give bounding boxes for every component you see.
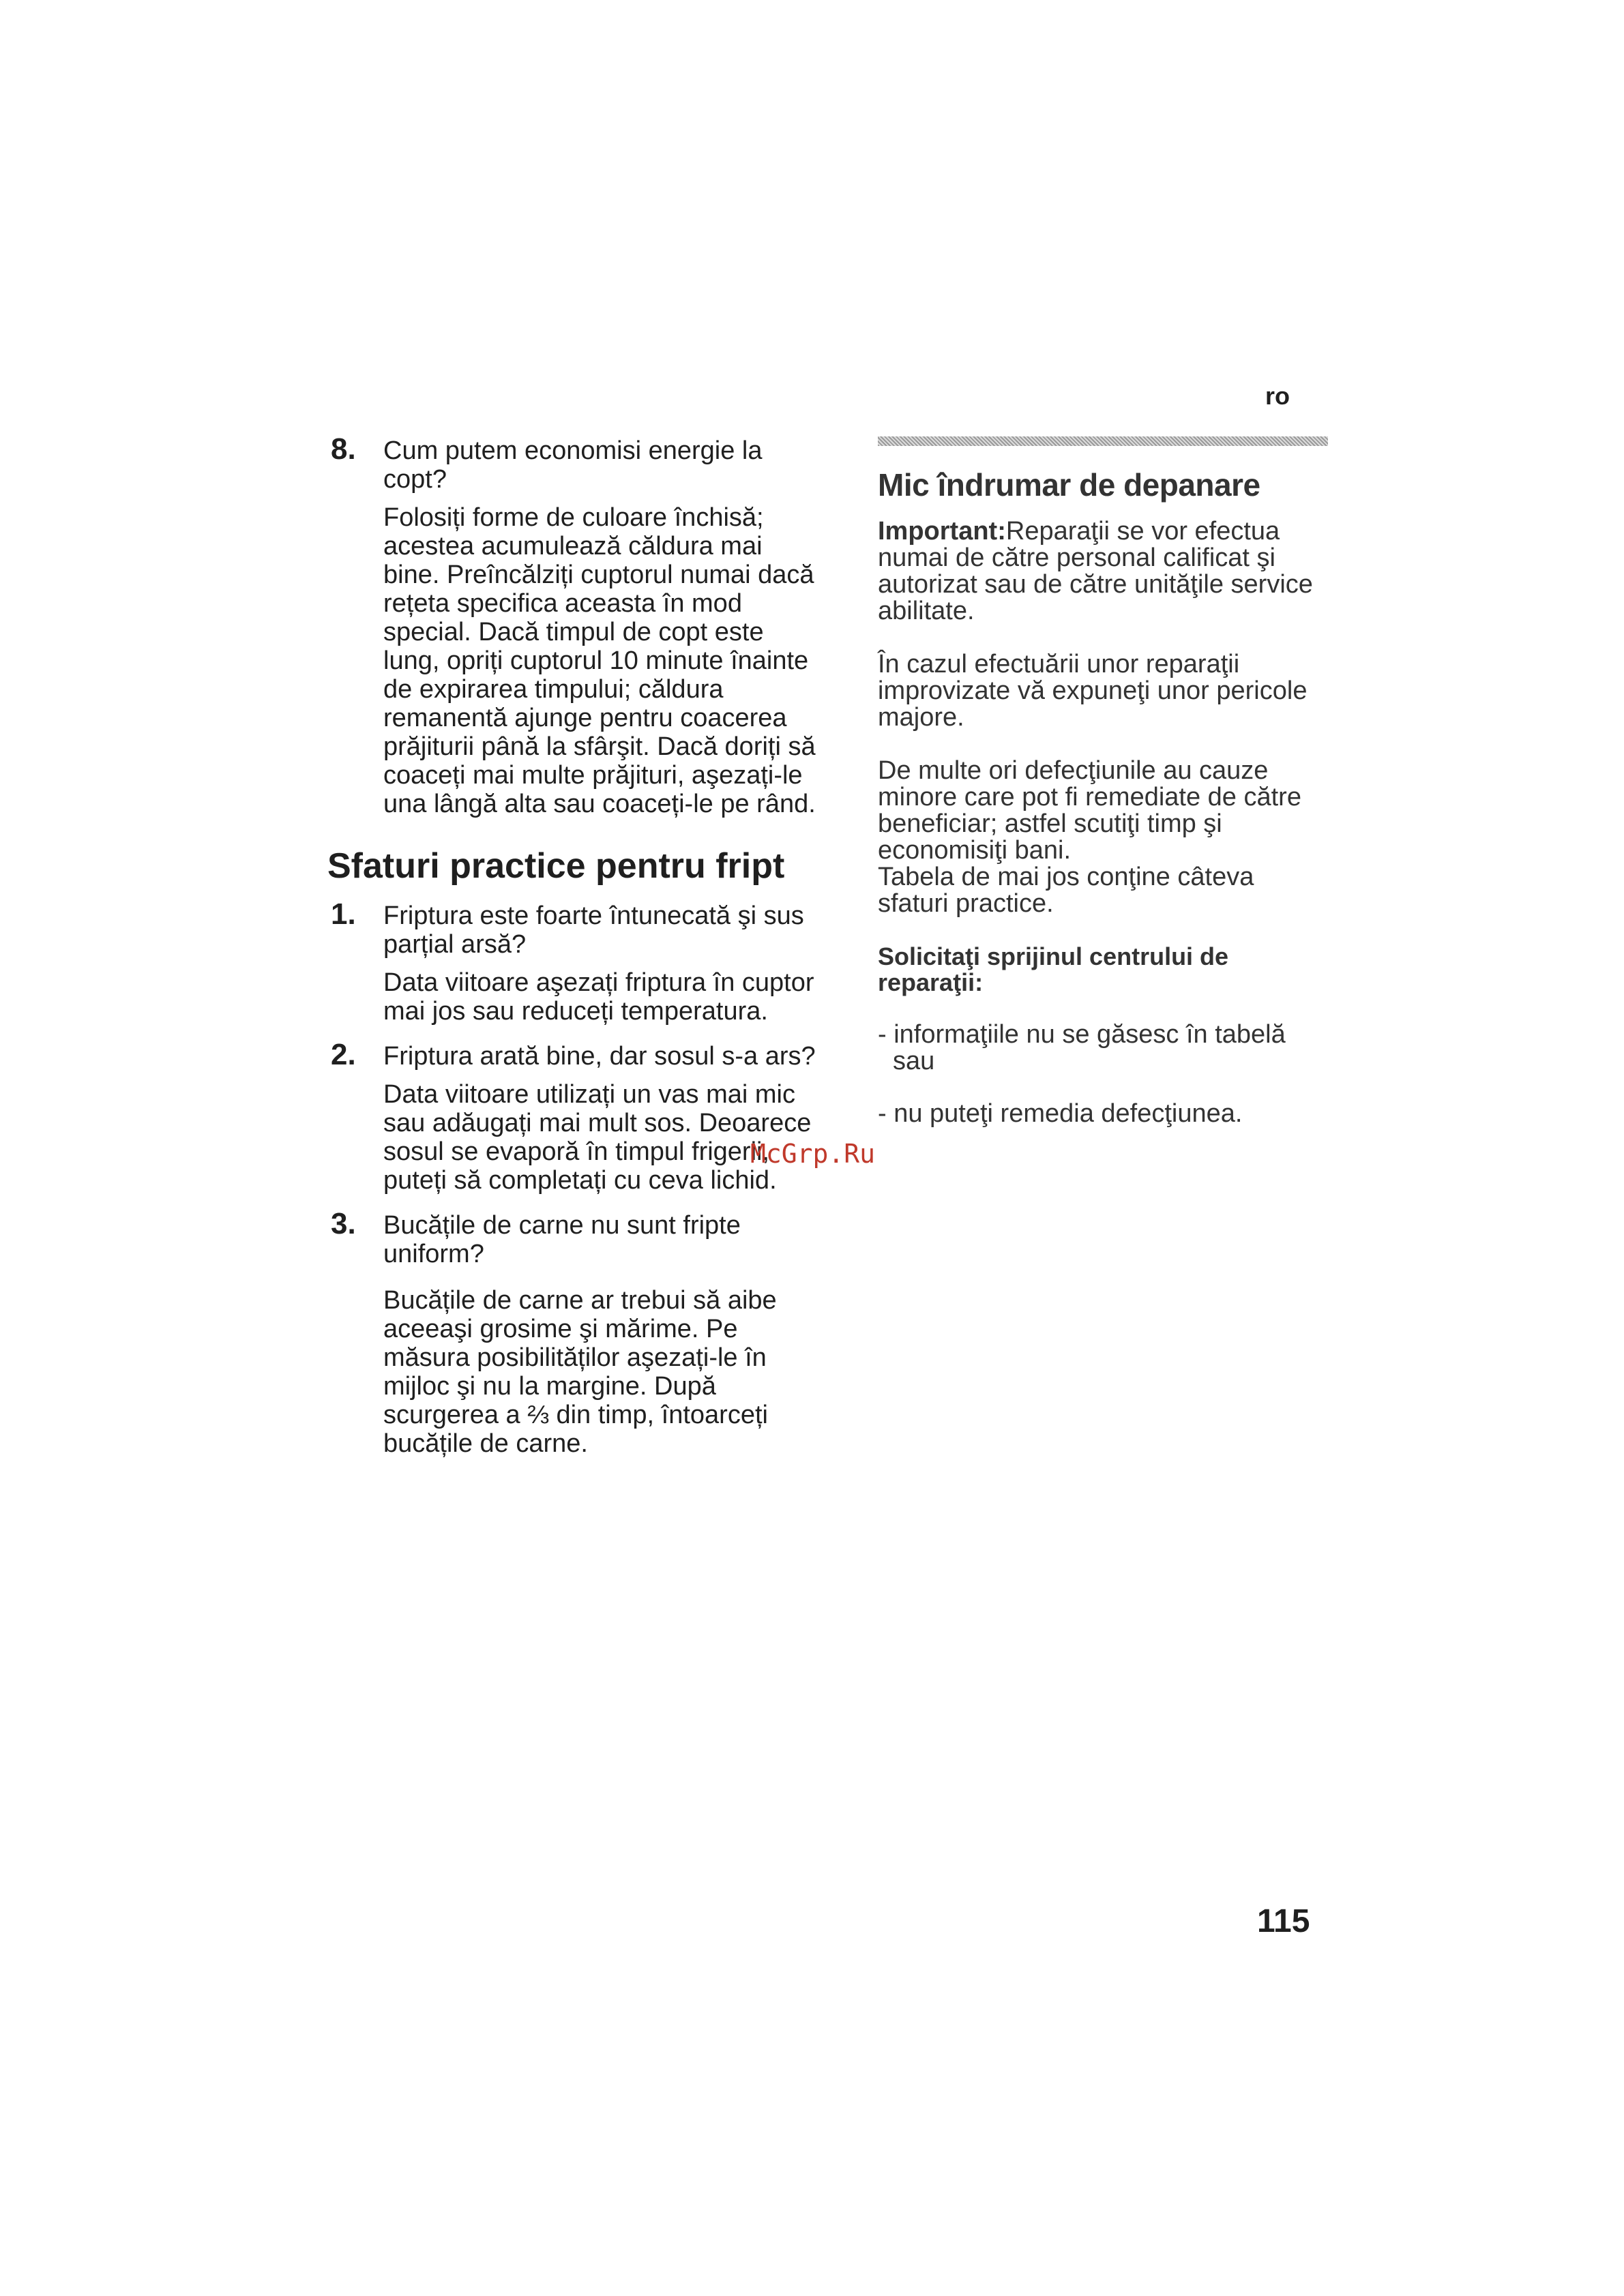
important-text: Reparaţii se vor efectua numai de către personal calificat şi autorizat sau de către unităţile service abilitate.	[878, 517, 1313, 625]
answer-8: Folosiți forme de culoare închisă; acestea acumulează căldura mai bine. Preîncălziți cuptorul numai dacă rețeta specifica aceasta în mod special. Dacă timpul de copt este lung, opriți cuptorul 10 minute înainte de expirarea timpului; căldura remanentă ajunge pentru coacerea prăjiturii până la sfârşit. Dacă doriți să coaceți mai multe prăjituri, aşezați-le una lângă alta sau coaceți-le pe rând.	[383, 503, 816, 818]
right-column	[878, 436, 1328, 1127]
answer-1: Data viitoare aşezați friptura în cuptor mai jos sau reduceți temperatura.	[383, 968, 814, 1026]
question-text: Friptura arată bine, dar sosul s-a ars?	[383, 1042, 816, 1071]
question-8	[327, 432, 818, 494]
language-code: ro	[1265, 382, 1290, 410]
question-text: Friptura este foarte întunecată şi sus parțial arsă?	[383, 901, 804, 959]
item-number: 3.	[331, 1207, 356, 1240]
question-2	[327, 1038, 818, 1071]
left-column	[327, 432, 818, 1458]
bullet-info-not-found: - informaţiile nu se găsesc în tabelă sau	[878, 1020, 1286, 1075]
important-label: Important:	[878, 517, 1006, 546]
troubleshooting-title: Mic îndrumar de depanare	[878, 467, 1260, 503]
question-text: Bucățile de carne nu sunt fripte uniform?	[383, 1211, 741, 1268]
item-number: 8.	[331, 432, 356, 466]
paragraph-minor-causes: De multe ori defecţiunile au cauze minore care pot fi remediate de către beneficiar; astfel scutiţi timp şi economisiţi bani.	[878, 756, 1301, 865]
important-paragraph	[878, 518, 1328, 625]
question-1	[327, 897, 818, 959]
service-subheading: Solicitaţi sprijinul centrului de reparaţii:	[878, 942, 1229, 996]
answer-3: Bucățile de carne ar trebui să aibe aceeaşi grosime şi mărime. Pe măsura posibilităților aşezați-le în mijloc şi nu la margine. După scurgerea a ⅔ din timp, întoarceți bucățile de carne.	[383, 1286, 777, 1458]
paragraph-table-note: Tabela de mai jos conţine câteva sfaturi practice.	[878, 863, 1254, 918]
watermark: McGrp.Ru	[750, 1139, 876, 1169]
section-title-roasting: Sfaturi practice pentru fript	[327, 846, 785, 886]
section-divider	[878, 436, 1328, 446]
question-3	[327, 1207, 818, 1268]
paragraph-improvised-repairs: În cazul efectuării unor reparaţii improvizate vă expuneţi unor pericole majore.	[878, 650, 1308, 732]
item-number: 1.	[331, 897, 356, 931]
bullet-cannot-fix: - nu puteţi remedia defecţiunea.	[878, 1099, 1243, 1128]
question-text: Cum putem economisi energie la copt?	[383, 436, 763, 494]
answer-2: Data viitoare utilizați un vas mai mic sau adăugați mai mult sos. Deoarece sosul se evaporă în timpul frigerii, puteți să completați cu ceva lichid.	[383, 1080, 812, 1195]
item-number: 2.	[331, 1038, 356, 1071]
page-number: 115	[1257, 1903, 1310, 1939]
